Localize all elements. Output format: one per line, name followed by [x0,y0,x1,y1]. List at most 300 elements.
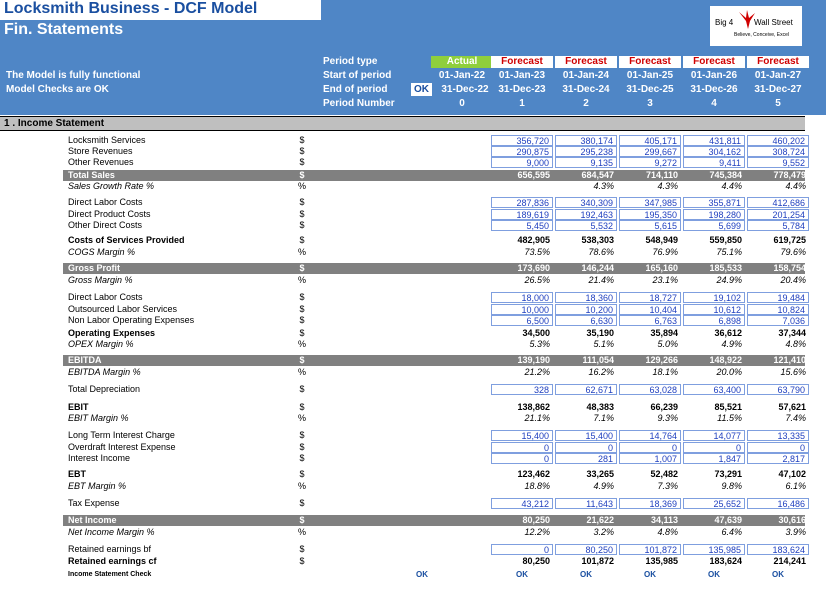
row-unit: % [297,481,306,491]
period-type-1: Forecast [491,56,553,68]
cell-value: 52,482 [650,469,678,479]
row-unit: $ [299,430,305,440]
row-unit: $ [299,197,305,207]
cell-value: 15.6% [780,367,806,377]
row-unit: $ [299,146,305,156]
cell-value: 4.9% [721,339,742,349]
model-header [0,0,826,115]
cell-value: 20.0% [716,367,742,377]
cell-value: 4.4% [785,181,806,191]
row-unit: % [297,181,306,191]
row-label: Locksmith Services [68,135,146,145]
cell-value: 5.3% [529,339,550,349]
row-unit: $ [299,315,305,325]
row-label: Long Term Interest Charge [68,430,175,440]
row-label: Interest Income [68,453,131,463]
cell-value: 85,521 [714,402,742,412]
cell-value[interactable]: 10,824 [747,304,809,315]
row-unit: $ [299,442,305,452]
row-label: EBITDA Margin % [68,367,141,377]
cell-value: 21.4% [588,275,614,285]
cell-value[interactable]: 18,369 [619,498,681,509]
cell-value[interactable]: 9,272 [619,157,681,168]
row-unit: $ [299,135,305,145]
row-unit: % [297,527,306,537]
cell-value: 548,949 [645,235,678,245]
row-unit: % [297,247,306,257]
row-label: Outsourced Labor Services [68,304,178,314]
row-label: Net Income Margin % [68,527,155,537]
cell-value[interactable]: 355,871 [683,197,745,208]
period-type-4: Forecast [683,56,745,68]
row-label: Retained earnings cf [68,556,157,566]
cell-value: 47,102 [778,469,806,479]
table-row [0,209,826,220]
cell-value: 79.6% [780,247,806,257]
cell-value[interactable]: 13,335 [747,430,809,441]
table-row [0,430,826,441]
cell-value[interactable]: 1,007 [619,453,681,464]
period-end-4: 31-Dec-26 [690,84,738,95]
cell-value[interactable]: 0 [491,544,553,555]
cell-value[interactable]: 7,036 [747,315,809,326]
cell-value: 101,872 [581,556,614,566]
cell-value[interactable]: 183,624 [747,544,809,555]
cell-value[interactable]: 101,872 [619,544,681,555]
cell-value[interactable]: 19,102 [683,292,745,303]
end-period-label: End of period [323,84,388,95]
check-ok-4: OK [708,570,720,579]
cell-value: 33,265 [586,469,614,479]
period-type-2: Forecast [555,56,617,68]
row-label: Direct Product Costs [68,209,151,219]
cell-value[interactable]: 0 [555,442,617,453]
cell-value: 36,612 [714,328,742,338]
row-unit: $ [299,209,305,219]
cell-value: 123,462 [517,469,550,479]
title-box [0,0,321,20]
cell-value: 173,690 [517,263,550,273]
cell-value[interactable]: 5,699 [683,220,745,231]
cell-value: 4.8% [657,527,678,537]
cell-value: 139,190 [517,355,550,365]
cell-value[interactable]: 5,450 [491,220,553,231]
cell-value[interactable]: 380,174 [555,135,617,146]
cell-value[interactable]: 0 [491,442,553,453]
cell-value: 214,241 [773,556,806,566]
cell-value[interactable]: 15,400 [491,430,553,441]
row-label: Store Revenues [68,146,133,156]
cell-value[interactable]: 198,280 [683,209,745,220]
table-row [0,181,826,192]
cell-value: 78.6% [588,247,614,257]
row-unit: $ [299,355,305,365]
row-label: Gross Margin % [68,275,133,285]
cell-value: 183,624 [709,556,742,566]
period-number-2: 2 [583,98,589,109]
cell-value[interactable]: 460,202 [747,135,809,146]
period-end-1: 31-Dec-23 [498,84,546,95]
cell-value[interactable]: 10,200 [555,304,617,315]
cell-value: 4.3% [593,181,614,191]
row-label: EBIT [68,402,89,412]
cell-value: 5.0% [657,339,678,349]
cell-value[interactable]: 63,790 [747,384,809,395]
period-start-0: 01-Jan-22 [438,70,486,81]
table-row [0,275,826,286]
cell-value: 619,725 [773,235,806,245]
cell-value[interactable]: 299,667 [619,146,681,157]
cell-value: 482,905 [517,235,550,245]
row-unit: $ [299,556,305,566]
cell-value[interactable]: 16,486 [747,498,809,509]
cell-value[interactable]: 6,500 [491,315,553,326]
cell-value[interactable]: 347,985 [619,197,681,208]
cell-value[interactable]: 5,615 [619,220,681,231]
period-type-3: Forecast [619,56,681,68]
cell-value: 18.1% [652,367,678,377]
cell-value: 538,303 [581,235,614,245]
table-row [0,469,826,480]
cell-value: 35,190 [586,328,614,338]
cell-value: 165,160 [645,263,678,273]
table-row [0,442,826,453]
cell-value[interactable]: 18,727 [619,292,681,303]
cell-value: 6.1% [785,481,806,491]
row-label: Operating Expenses [68,328,156,338]
row-label: Gross Profit [68,263,121,273]
cell-value: 4.9% [593,481,614,491]
period-start-4: 01-Jan-26 [690,70,738,81]
table-row [0,544,826,555]
row-label: EBITDA [68,355,102,365]
cell-value: 121,410 [773,355,806,365]
cell-value[interactable]: 15,400 [555,430,617,441]
cell-value: 778,479 [773,170,806,180]
cell-value: 5.1% [593,339,614,349]
cell-value: 21.1% [524,413,550,423]
cell-value: 135,985 [645,556,678,566]
table-row [0,146,826,157]
cell-value: 12.2% [524,527,550,537]
cell-value[interactable]: 304,162 [683,146,745,157]
row-unit: % [297,413,306,423]
cell-value: 35,894 [650,328,678,338]
cell-value[interactable]: 11,643 [555,498,617,509]
big4-logo [710,6,802,46]
table-row [0,384,826,395]
period-end-3: 31-Dec-25 [626,84,674,95]
row-label: OPEX Margin % [68,339,134,349]
row-unit: $ [299,544,305,554]
income-statement-check-row [0,569,826,580]
row-label: EBT [68,469,86,479]
table-row [0,556,826,567]
cell-value[interactable]: 281 [555,453,617,464]
period-start-5: 01-Jan-27 [754,70,802,81]
cell-value: 80,250 [522,556,550,566]
cell-value: 23.1% [652,275,678,285]
cell-value: 48,383 [586,402,614,412]
income-statement-section-header [0,116,805,131]
row-label: Other Direct Costs [68,220,143,230]
cell-value[interactable]: 18,360 [555,292,617,303]
table-row [0,328,826,339]
cell-value[interactable]: 195,350 [619,209,681,220]
cell-value: 7.1% [593,413,614,423]
cell-value: 9.8% [721,481,742,491]
cell-value: 559,850 [709,235,742,245]
cell-value: 16.2% [588,367,614,377]
row-unit: $ [299,157,305,167]
cell-value[interactable]: 63,028 [619,384,681,395]
cell-value: 66,239 [650,402,678,412]
table-row [0,170,826,181]
table-row [0,263,826,274]
cell-value[interactable]: 14,764 [619,430,681,441]
table-row [0,135,826,146]
period-number-label: Period Number [323,98,395,109]
period-type-0: Actual [431,56,493,68]
cell-value[interactable]: 189,619 [491,209,553,220]
cell-value: 47,639 [714,515,742,525]
row-label: Direct Labor Costs [68,197,143,207]
cell-value: 21,622 [586,515,614,525]
row-label: Sales Growth Rate % [68,181,155,191]
cell-value[interactable]: 0 [747,442,809,453]
period-start-3: 01-Jan-25 [626,70,674,81]
cell-value[interactable]: 9,000 [491,157,553,168]
cell-value[interactable]: 6,630 [555,315,617,326]
cell-value: 73.5% [524,247,550,257]
cell-value[interactable]: 10,000 [491,304,553,315]
cell-value[interactable]: 431,811 [683,135,745,146]
cell-value[interactable]: 201,254 [747,209,809,220]
cell-value: 11.5% [717,413,742,423]
cell-value: 146,244 [581,263,614,273]
check-ok-1: OK [516,570,528,579]
cell-value: 4.4% [721,181,742,191]
cell-value: 684,547 [581,170,614,180]
table-row [0,247,826,258]
table-row [0,304,826,315]
cell-value: 714,110 [645,170,678,180]
logo-tagline: Believe, Conceive, Excel [734,32,790,38]
cell-value[interactable]: 6,763 [619,315,681,326]
model-functional-msg: The Model is fully functional [6,70,141,81]
row-label: Costs of Services Provided [68,235,185,245]
cell-value[interactable]: 356,720 [491,135,553,146]
row-label: Total Depreciation [68,384,141,394]
cell-value: 148,922 [709,355,742,365]
period-number-0: 0 [459,98,465,109]
cell-value[interactable]: 6,898 [683,315,745,326]
cell-value[interactable]: 18,000 [491,292,553,303]
cell-value[interactable]: 5,532 [555,220,617,231]
check-label: Income Statement Check [68,571,152,578]
row-unit: % [297,339,306,349]
period-end-2: 31-Dec-24 [562,84,610,95]
row-label: Net Income [68,515,117,525]
cell-value[interactable]: 63,400 [683,384,745,395]
row-label: EBT Margin % [68,481,127,491]
table-row [0,292,826,303]
cell-value: 37,344 [778,328,806,338]
table-row [0,355,826,366]
cell-value[interactable]: 405,171 [619,135,681,146]
cell-value: 34,500 [522,328,550,338]
table-row [0,339,826,350]
row-unit: $ [299,292,305,302]
row-label: Tax Expense [68,498,120,508]
cell-value[interactable]: 9,411 [683,157,745,168]
cell-value: 129,266 [645,355,678,365]
row-label: Overdraft Interest Expense [68,442,176,452]
table-row [0,197,826,208]
cell-value: 158,754 [773,263,806,273]
cell-value[interactable]: 135,985 [683,544,745,555]
row-unit: $ [299,220,305,230]
cell-value: 20.4% [780,275,806,285]
table-row [0,157,826,168]
period-number-5: 5 [775,98,781,109]
table-row [0,220,826,231]
cell-value: 185,533 [709,263,742,273]
period-start-2: 01-Jan-24 [562,70,610,81]
cell-value[interactable]: 0 [683,442,745,453]
row-label: Total Sales [68,170,115,180]
cell-value[interactable]: 295,238 [555,146,617,157]
cell-value[interactable]: 80,250 [555,544,617,555]
table-row [0,402,826,413]
row-unit: $ [299,453,305,463]
cell-value: 73,291 [714,469,742,479]
cell-value: 30,616 [778,515,806,525]
cell-value: 111,054 [582,355,614,365]
cell-value[interactable]: 62,671 [555,384,617,395]
cell-value[interactable]: 10,404 [619,304,681,315]
cell-value[interactable]: 14,077 [683,430,745,441]
cell-value[interactable]: 290,875 [491,146,553,157]
row-label: COGS Margin % [68,247,136,257]
cell-value: 138,862 [517,402,550,412]
cell-value[interactable]: 10,612 [683,304,745,315]
row-label: EBIT Margin % [68,413,129,423]
row-unit: $ [299,498,305,508]
cell-value[interactable]: 308,724 [747,146,809,157]
period-type-5: Forecast [747,56,809,68]
cell-value: 4.8% [785,339,806,349]
table-row [0,498,826,509]
cell-value: 3.2% [593,527,614,537]
cell-value: 34,113 [650,515,678,525]
cell-value[interactable]: 9,552 [747,157,809,168]
logo-text-left: Big 4 [715,18,734,27]
cell-value: 75.1% [716,247,742,257]
row-label: Non Labor Operating Expenses [68,315,195,325]
cell-value[interactable]: 328 [491,384,553,395]
row-label: Retained earnings bf [68,544,152,554]
period-number-3: 3 [647,98,653,109]
row-unit: $ [299,469,305,479]
cell-value: 21.2% [524,367,550,377]
cell-value[interactable]: 9,135 [555,157,617,168]
table-row [0,453,826,464]
start-period-label: Start of period [323,70,392,81]
row-unit: $ [299,170,305,180]
cell-value[interactable]: 192,463 [555,209,617,220]
period-number-4: 4 [711,98,717,109]
table-row [0,235,826,246]
cell-value[interactable]: 43,212 [491,498,553,509]
cell-value[interactable]: 19,484 [747,292,809,303]
cell-value: 656,595 [517,170,550,180]
cell-value: 18.8% [524,481,550,491]
row-unit: $ [299,402,305,412]
cell-value: 9.3% [657,413,678,423]
period-end-5: 31-Dec-27 [754,84,802,95]
cell-value: 4.3% [657,181,678,191]
row-unit: $ [299,384,305,394]
period-end-0: 31-Dec-22 [441,84,489,95]
row-unit: % [297,275,306,285]
row-label: Other Revenues [68,157,134,167]
check-ok-2: OK [580,570,592,579]
cell-value[interactable]: 287,836 [491,197,553,208]
sheet-title: Fin. Statements [4,21,124,38]
model-title: Locksmith Business - DCF Model [4,0,258,17]
table-row [0,481,826,492]
row-unit: $ [299,304,305,314]
check-ok-5: OK [772,570,784,579]
cell-value: 24.9% [716,275,742,285]
cell-value: 7.4% [785,413,806,423]
check-ok-3: OK [644,570,656,579]
cell-value[interactable]: 5,784 [747,220,809,231]
cell-value[interactable]: 25,652 [683,498,745,509]
logo-text-right: Wall Street [754,18,793,27]
period-type-label: Period type [323,56,378,67]
row-unit: $ [299,263,305,273]
table-row [0,527,826,538]
row-unit: $ [299,515,305,525]
row-unit: $ [299,235,305,245]
cell-value: 3.9% [785,527,806,537]
cell-value[interactable]: 2,817 [747,453,809,464]
period-number-1: 1 [519,98,525,109]
cell-value: 745,384 [709,170,742,180]
table-row [0,413,826,424]
table-row [0,315,826,326]
cell-value: 26.5% [524,275,550,285]
row-unit: % [297,367,306,377]
period-start-1: 01-Jan-23 [498,70,546,81]
cell-value: 76.9% [652,247,678,257]
row-unit: $ [299,328,305,338]
cell-value[interactable]: 412,686 [747,197,809,208]
cell-value[interactable]: 0 [619,442,681,453]
cell-value: 6.4% [721,527,742,537]
model-checks-msg: Model Checks are OK [6,84,109,95]
cell-value: 80,250 [522,515,550,525]
cell-value[interactable]: 0 [491,453,553,464]
row-label: Direct Labor Costs [68,292,143,302]
cell-value[interactable]: 1,847 [683,453,745,464]
cell-value: 7.3% [657,481,678,491]
table-row [0,515,826,526]
model-ok-badge: OK [411,83,432,96]
cell-value[interactable]: 340,309 [555,197,617,208]
